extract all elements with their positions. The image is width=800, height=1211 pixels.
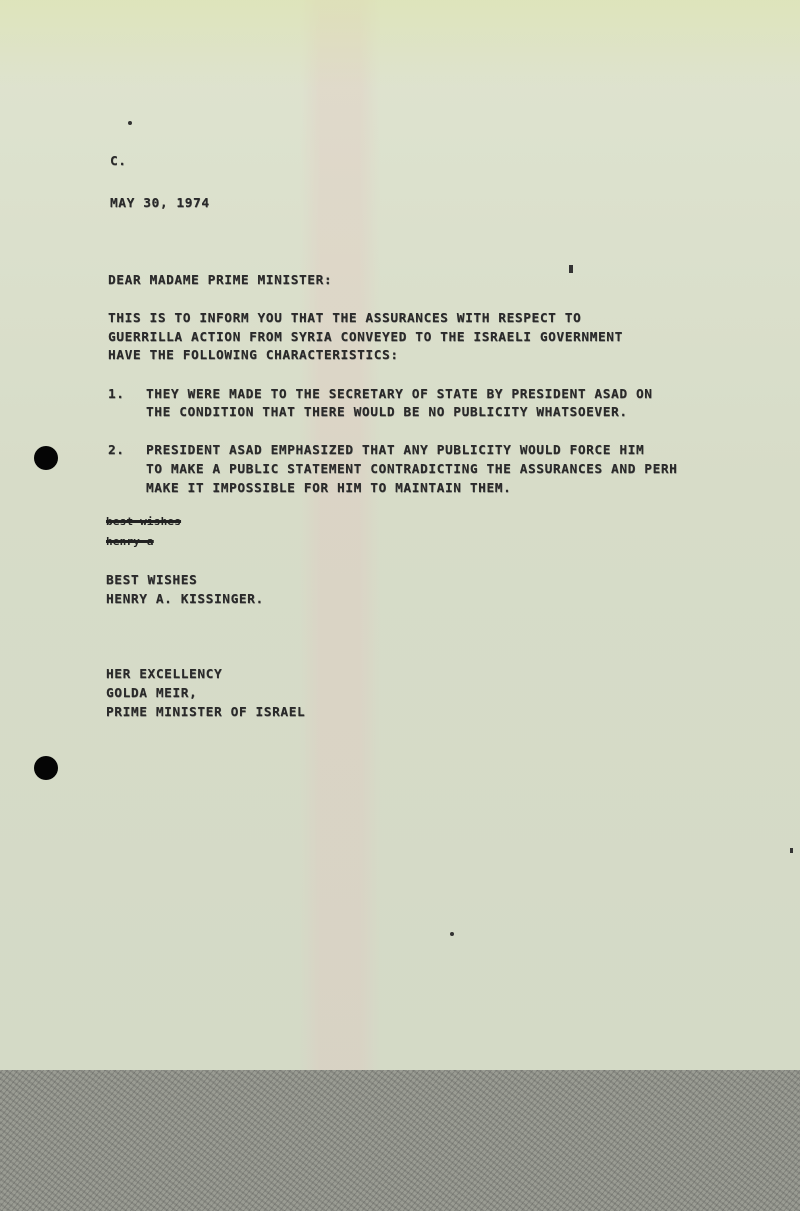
signature: HENRY A. KISSINGER. [106, 592, 264, 607]
point-number: 2. [108, 443, 125, 458]
addressee-line: PRIME MINISTER OF ISRAEL [106, 705, 306, 720]
point-line: TO MAKE A PUBLIC STATEMENT CONTRADICTING THE ASSURANCES AND PERH [146, 462, 678, 477]
addressee-line: HER EXCELLENCY [106, 667, 223, 682]
addressee-line: GOLDA MEIR, [106, 686, 198, 701]
point-line: THE CONDITION THAT THERE WOULD BE NO PUBLICITY WHATSOEVER. [146, 405, 628, 420]
salutation: DEAR MADAME PRIME MINISTER: [108, 273, 333, 288]
ink-speck [128, 121, 132, 125]
point-line: PRESIDENT ASAD EMPHASIZED THAT ANY PUBLICITY WOULD FORCE HIM [146, 443, 645, 458]
ink-speck [450, 932, 454, 936]
punch-hole-upper [34, 446, 58, 470]
intro-line: GUERRILLA ACTION FROM SYRIA CONVEYED TO THE ISRAELI GOVERNMENT [108, 330, 623, 345]
closing: BEST WISHES [106, 573, 198, 588]
intro-line: HAVE THE FOLLOWING CHARACTERISTICS: [108, 348, 399, 363]
point-number: 1. [108, 387, 125, 402]
scan-noise-band [0, 1070, 800, 1211]
struck-line: best wishes [106, 515, 182, 528]
paper-discoloration [0, 0, 800, 90]
point-line: MAKE IT IMPOSSIBLE FOR HIM TO MAINTAIN THEM. [146, 481, 512, 496]
punch-hole-lower [34, 756, 58, 780]
document-marker: C. [110, 154, 127, 169]
letter-date: MAY 30, 1974 [110, 196, 210, 211]
ink-speck [790, 848, 793, 853]
ink-speck [569, 265, 573, 273]
struck-line: henry a [106, 535, 154, 548]
point-line: THEY WERE MADE TO THE SECRETARY OF STATE BY PRESIDENT ASAD ON [146, 387, 653, 402]
intro-line: THIS IS TO INFORM YOU THAT THE ASSURANCES WITH RESPECT TO [108, 311, 582, 326]
